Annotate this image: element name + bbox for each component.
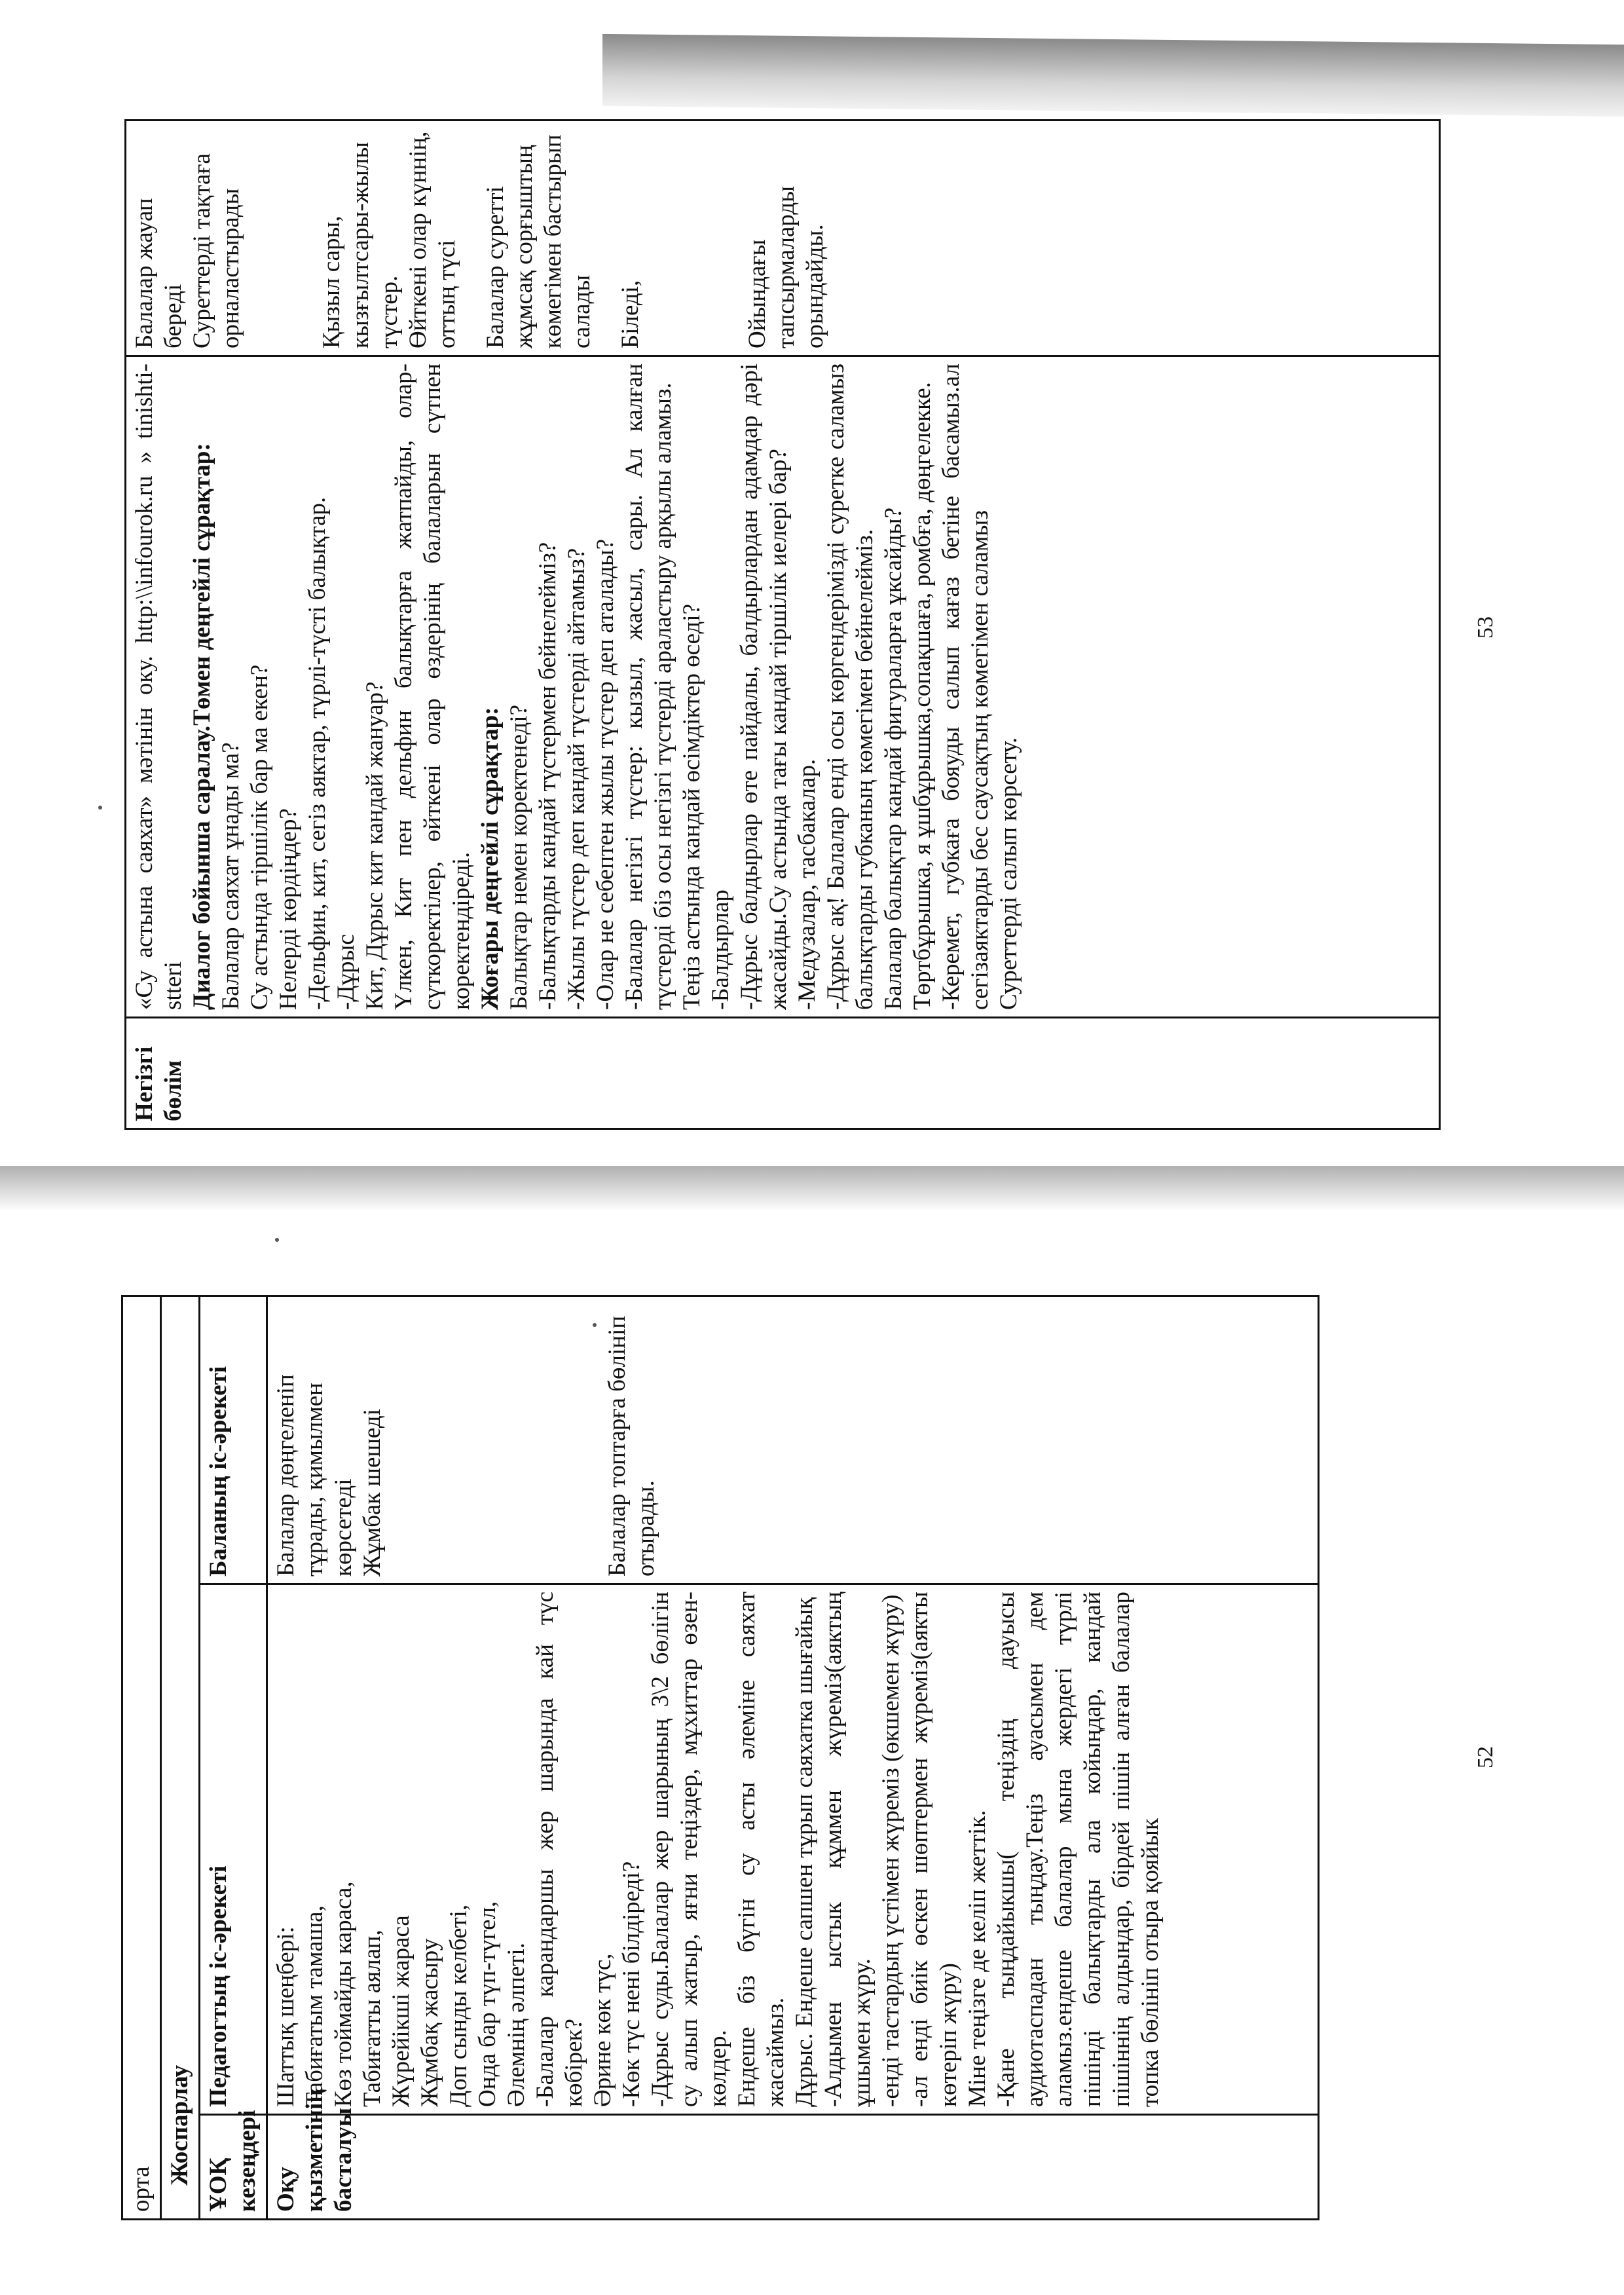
stage-cell: [126, 1018, 1440, 1129]
teacher-line: -Балықтарды кандай түстермен бейнелейміз?: [534, 542, 561, 1010]
teacher-line: -Медузалар, тасбакалар.: [794, 758, 821, 1010]
stage-label: Негізгі бөлім: [131, 1046, 187, 1121]
teacher-line: Су астында тіршілік бар ма екен?: [246, 664, 273, 1010]
teacher-line: Балалар саяхат ұнады ма?: [217, 742, 244, 1010]
teacher-activity-cell: [267, 1584, 1319, 2115]
teacher-line: Теңіз астында кандай өсімдіктер өседі?: [678, 603, 705, 1010]
teacher-line: -Дұрыс: [333, 934, 360, 1010]
row-orta: [122, 1296, 161, 2219]
row-orta-label: орта: [128, 2166, 155, 2212]
page-53: [124, 121, 1441, 1130]
scan-speck: [98, 806, 102, 810]
child-line: Ойындағы тапсырмаларды орындайды.: [744, 185, 828, 348]
child-activity-cell: [126, 121, 1440, 356]
scan-shadow-top: [602, 34, 1624, 117]
table-row: [126, 121, 1440, 1129]
teacher-line: Балықтар немен коректенеді?: [506, 704, 532, 1010]
teacher-line: Үлкен, Кит пен дельфин балықтарға жатпайды, олар-сүткоректілер, өйткені олар өздерінің балаларын сүтпен коректендіреді.: [390, 364, 475, 1010]
teacher-line: Суреттерді салып көрсету.: [995, 737, 1022, 1010]
teacher-line: Міне теңізге де келіп жеттік.: [964, 1810, 991, 2107]
teacher-line: Табиғатты аялап,: [359, 1930, 386, 2107]
header-child-label: Баланың іс-әрекеті: [205, 1366, 232, 1577]
teacher-line: «Су астына саяхат» мәтінін оку. http:\\infourok.ru » tinishti-stteri: [131, 364, 187, 1010]
teacher-line: Табиғатым тамаша,: [301, 1905, 328, 2107]
teacher-line: -Балалар карандаршы жер шарында кай түс көбірек?: [532, 1592, 587, 2107]
table-row: [267, 1296, 1319, 2219]
teacher-line: Шаттық шеңбері:: [272, 1926, 299, 2107]
teacher-line: Төртбұрышка, я ұшбұрышка,сопақшаға, ромбға, дөңгелекке.: [909, 382, 936, 1010]
page-52: [121, 1297, 1320, 2220]
page-number-53: 53: [1473, 616, 1498, 639]
stage-label: Оқу қызметінің басталуы: [272, 2089, 357, 2212]
child-line: Жұмбак шешеді: [359, 1409, 386, 1577]
teacher-line: Нелерді көрдіңдер?: [275, 808, 302, 1010]
teacher-line: Әлемнің әлпеті.: [503, 1943, 530, 2107]
teacher-line: -Дұрыс суды.Балалар жер шарының 3\2 бөлігін су алып жатыр, яғни теңіздер, мұхиттар өзен-көлдер.: [647, 1592, 731, 2107]
header-stage: [200, 2110, 267, 2220]
teacher-line: -ал енді биік өскен шөптермен жүреміз(аякты көтеріп жүру): [906, 1592, 962, 2107]
header-teacher-label: Педагогтың іс-әрекеті: [205, 1865, 232, 2107]
header-stage-label: ҰОҚ кезеңдері: [205, 2110, 261, 2212]
lesson-table-main-part: [124, 119, 1441, 1130]
teacher-line: -Қане тыңдайыкшы( теңіздің дауысы аудиотаспадан тыңдау.Теңіз ауасымен дем аламыз.ендеше балалар мына жердегі түрлі пішінді балықтарды ала койыңдар, кандай пішіннің алдындар, бірдей пішін алған балалар топка бөлініп отыра қояйык: [993, 1592, 1164, 2107]
child-line: Балалар жауап береді: [131, 198, 187, 348]
header-child: [200, 1296, 267, 1584]
teacher-line: Диалог бойынша саралау.Төмен деңгейлі сұрақтар:: [189, 443, 215, 1010]
teacher-line: -енді тастардың үстімен жүреміз (өкшемен жүру): [877, 1594, 904, 2107]
teacher-activity-cell: [126, 356, 1440, 1018]
teacher-line: -Балалар негізгі түстер: кызыл, жасыл, сары. Ал калған түстерді біз осы негізгі түстерді араластыру арқылы аламыз.: [621, 364, 676, 1010]
child-line: Балалар дөңгеленіп тұрады, қимылмен көрсетеді: [272, 1374, 357, 1577]
teacher-line: -Олар не себептен жылы түстер деп аталады?: [592, 538, 619, 1010]
child-line: Балалар топтарға бөлініп отырады.: [604, 1315, 659, 1577]
lesson-table-start: [121, 1295, 1320, 2220]
teacher-line: Кит, Дұрыс кит кандай жануар?: [361, 681, 388, 1010]
teacher-line: Жоғары деңгейлі сұрақтар:: [477, 707, 504, 1010]
teacher-line: -Көк түс нені білдіреді?: [618, 1861, 645, 2107]
teacher-activity-text: [130, 364, 1024, 1010]
child-activity-cell: [267, 1296, 1319, 1584]
teacher-line: -Балдырлар: [707, 889, 734, 1010]
teacher-line: Жұмбақ жасыру: [416, 1938, 443, 2107]
teacher-line: Ендеше біз бүгін су асты әлеміне саяхат жасаймыз.: [733, 1592, 789, 2107]
child-line: Суреттерді тақтаға орналастырады: [189, 153, 244, 348]
table-row: [161, 1296, 200, 2219]
child-line: Балалар суретті жұмсақ сорғыштың көмегімен бастырып салады: [482, 134, 595, 348]
teacher-line: -Керемет, губкаға бояуды салып кағаз бетіне басамыз.ал сегізаяктарды бес саусақтың көмегімен саламыз: [938, 364, 993, 1010]
child-line: Қызыл сары, кызғылтсары-жылы түстер.: [318, 141, 403, 348]
stage-cell: [267, 2089, 1319, 2220]
row-plan-label: Жоспарлау: [166, 2064, 193, 2186]
teacher-line: Көз тоймайды караса,: [330, 1881, 357, 2107]
scan-shadow-middle: [0, 1166, 1624, 1212]
teacher-line: -Дельфин, кит, сегіз аяктар, түрлі-түсті балықтар.: [304, 496, 331, 1010]
header-teacher: [200, 1584, 267, 2115]
child-line: Біледі,: [617, 280, 644, 348]
table-row: [122, 1296, 161, 2219]
teacher-line: Балалар балықтар кандай фигураларға ұксайды?: [880, 507, 907, 1010]
scan-speck: [275, 1238, 279, 1242]
teacher-activity-text: [272, 1592, 1165, 2107]
teacher-line: Әрине көк түс,: [589, 1953, 616, 2107]
teacher-line: -Алдымен ыстык құммен жүреміз(аяктың ұшымен жүру.: [820, 1592, 876, 2107]
teacher-line: -Жылы түстер деп кандай түстерді айтамыз?: [563, 548, 590, 1010]
child-line: Өйткені олар күннің, оттың түсі: [405, 131, 460, 348]
teacher-line: -Дұрыс балдырлар өте пайдалы, балдырлардан адамдар дәрі жасайды.Су астында тағы кандай тіршілік иелері бар?: [736, 364, 792, 1010]
teacher-line: Онда бар түп-түгел,: [474, 1901, 501, 2107]
teacher-line: Дұрыс. Ендеше сапшен тұрып саяхатка шығайық: [791, 1597, 818, 2107]
page-number-52: 52: [1473, 1746, 1498, 1768]
teacher-line: Жүрейікші жараса: [388, 1915, 415, 2107]
row-plan: [161, 1296, 200, 2219]
teacher-line: Доп сынды келбеті,: [445, 1904, 472, 2107]
table-header-row: [200, 1296, 267, 2219]
teacher-line: -Дұрыс ақ! Балалар енді осы көргендерімізді суретке саламыз балықтарды губканың көмегімен бейнелейміз.: [822, 364, 878, 1010]
